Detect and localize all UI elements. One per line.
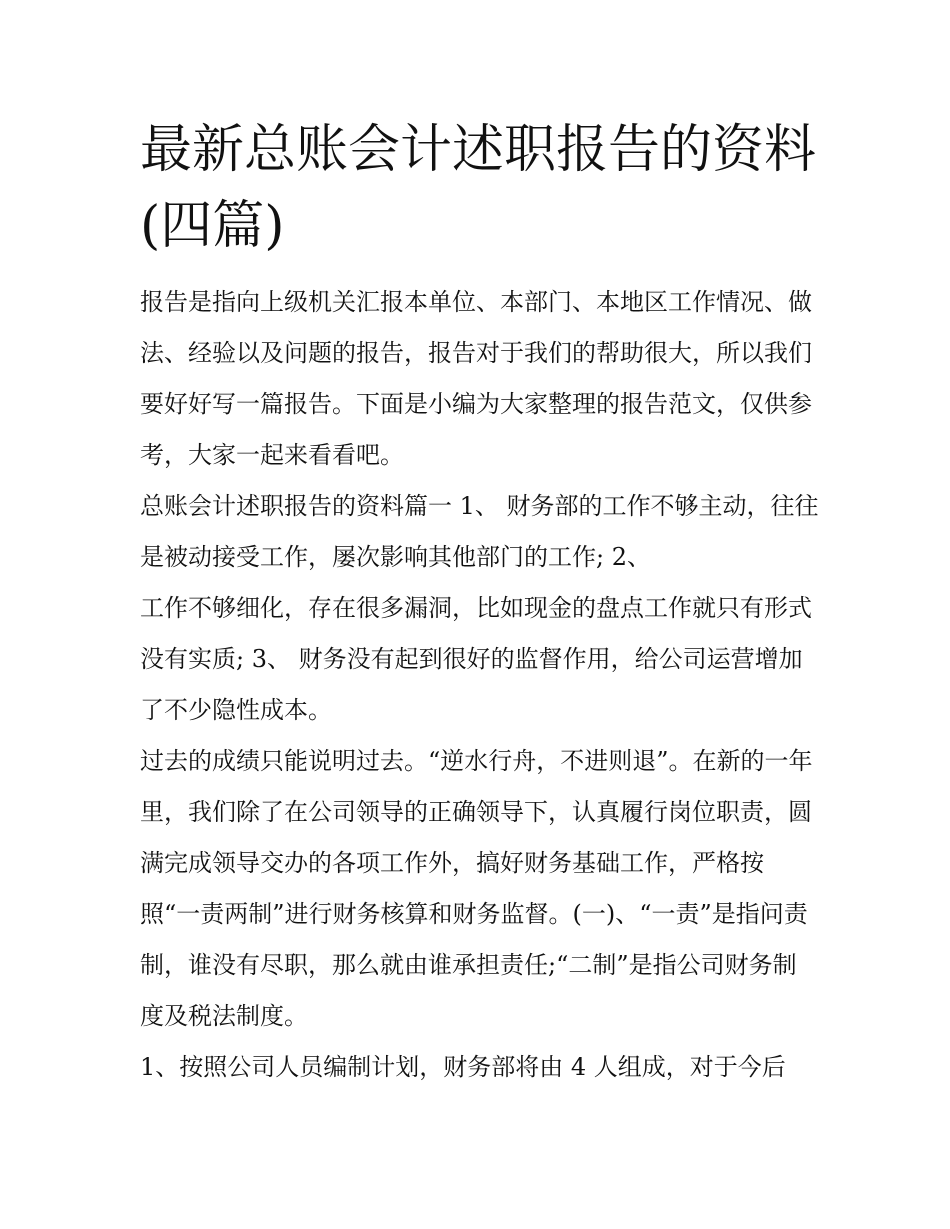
paragraph-plan: 过去的成绩只能说明过去。“逆水行舟，不进则退”。在新的一年里，我们除了在公司领导的正确领导下，认真履行岗位职责，圆满完成领导交办的各项工作外，搞好财务基础工作，严格按照“一责两制”进行财务核算和财务监督。(一)、“一责”是指问责制，谁没有尽职，那么就由谁承担责任;“二制”是指公司财务制度及税法制度。 [140,747,813,1030]
paragraph-staffing: 1、按照公司人员编制计划，财务部将由 4 人组成，对于今后 [140,1053,786,1081]
paragraph-issues: 工作不够细化，存在很多漏洞，比如现金的盘点工作就只有形式没有实质; 3、 财务没有起到很好的监督作用，给公司运营增加了不少隐性成本。 [140,594,812,724]
paragraph-part-one: 总账会计述职报告的资料篇一 1、 财务部的工作不够主动，往往是被动接受工作，屡次影响其他部门的工作; 2、 [140,492,819,571]
paragraph-intro: 报告是指向上级机关汇报本单位、本部门、本地区工作情况、做法、经验以及问题的报告，报告对于我们的帮助很大，所以我们要好好写一篇报告。下面是小编为大家整理的报告范文，仅供参考，大家一起来看看吧。 [140,288,812,469]
document-body [140,277,820,1093]
document-title: 最新总账会计述职报告的资料(四篇) [140,120,817,256]
